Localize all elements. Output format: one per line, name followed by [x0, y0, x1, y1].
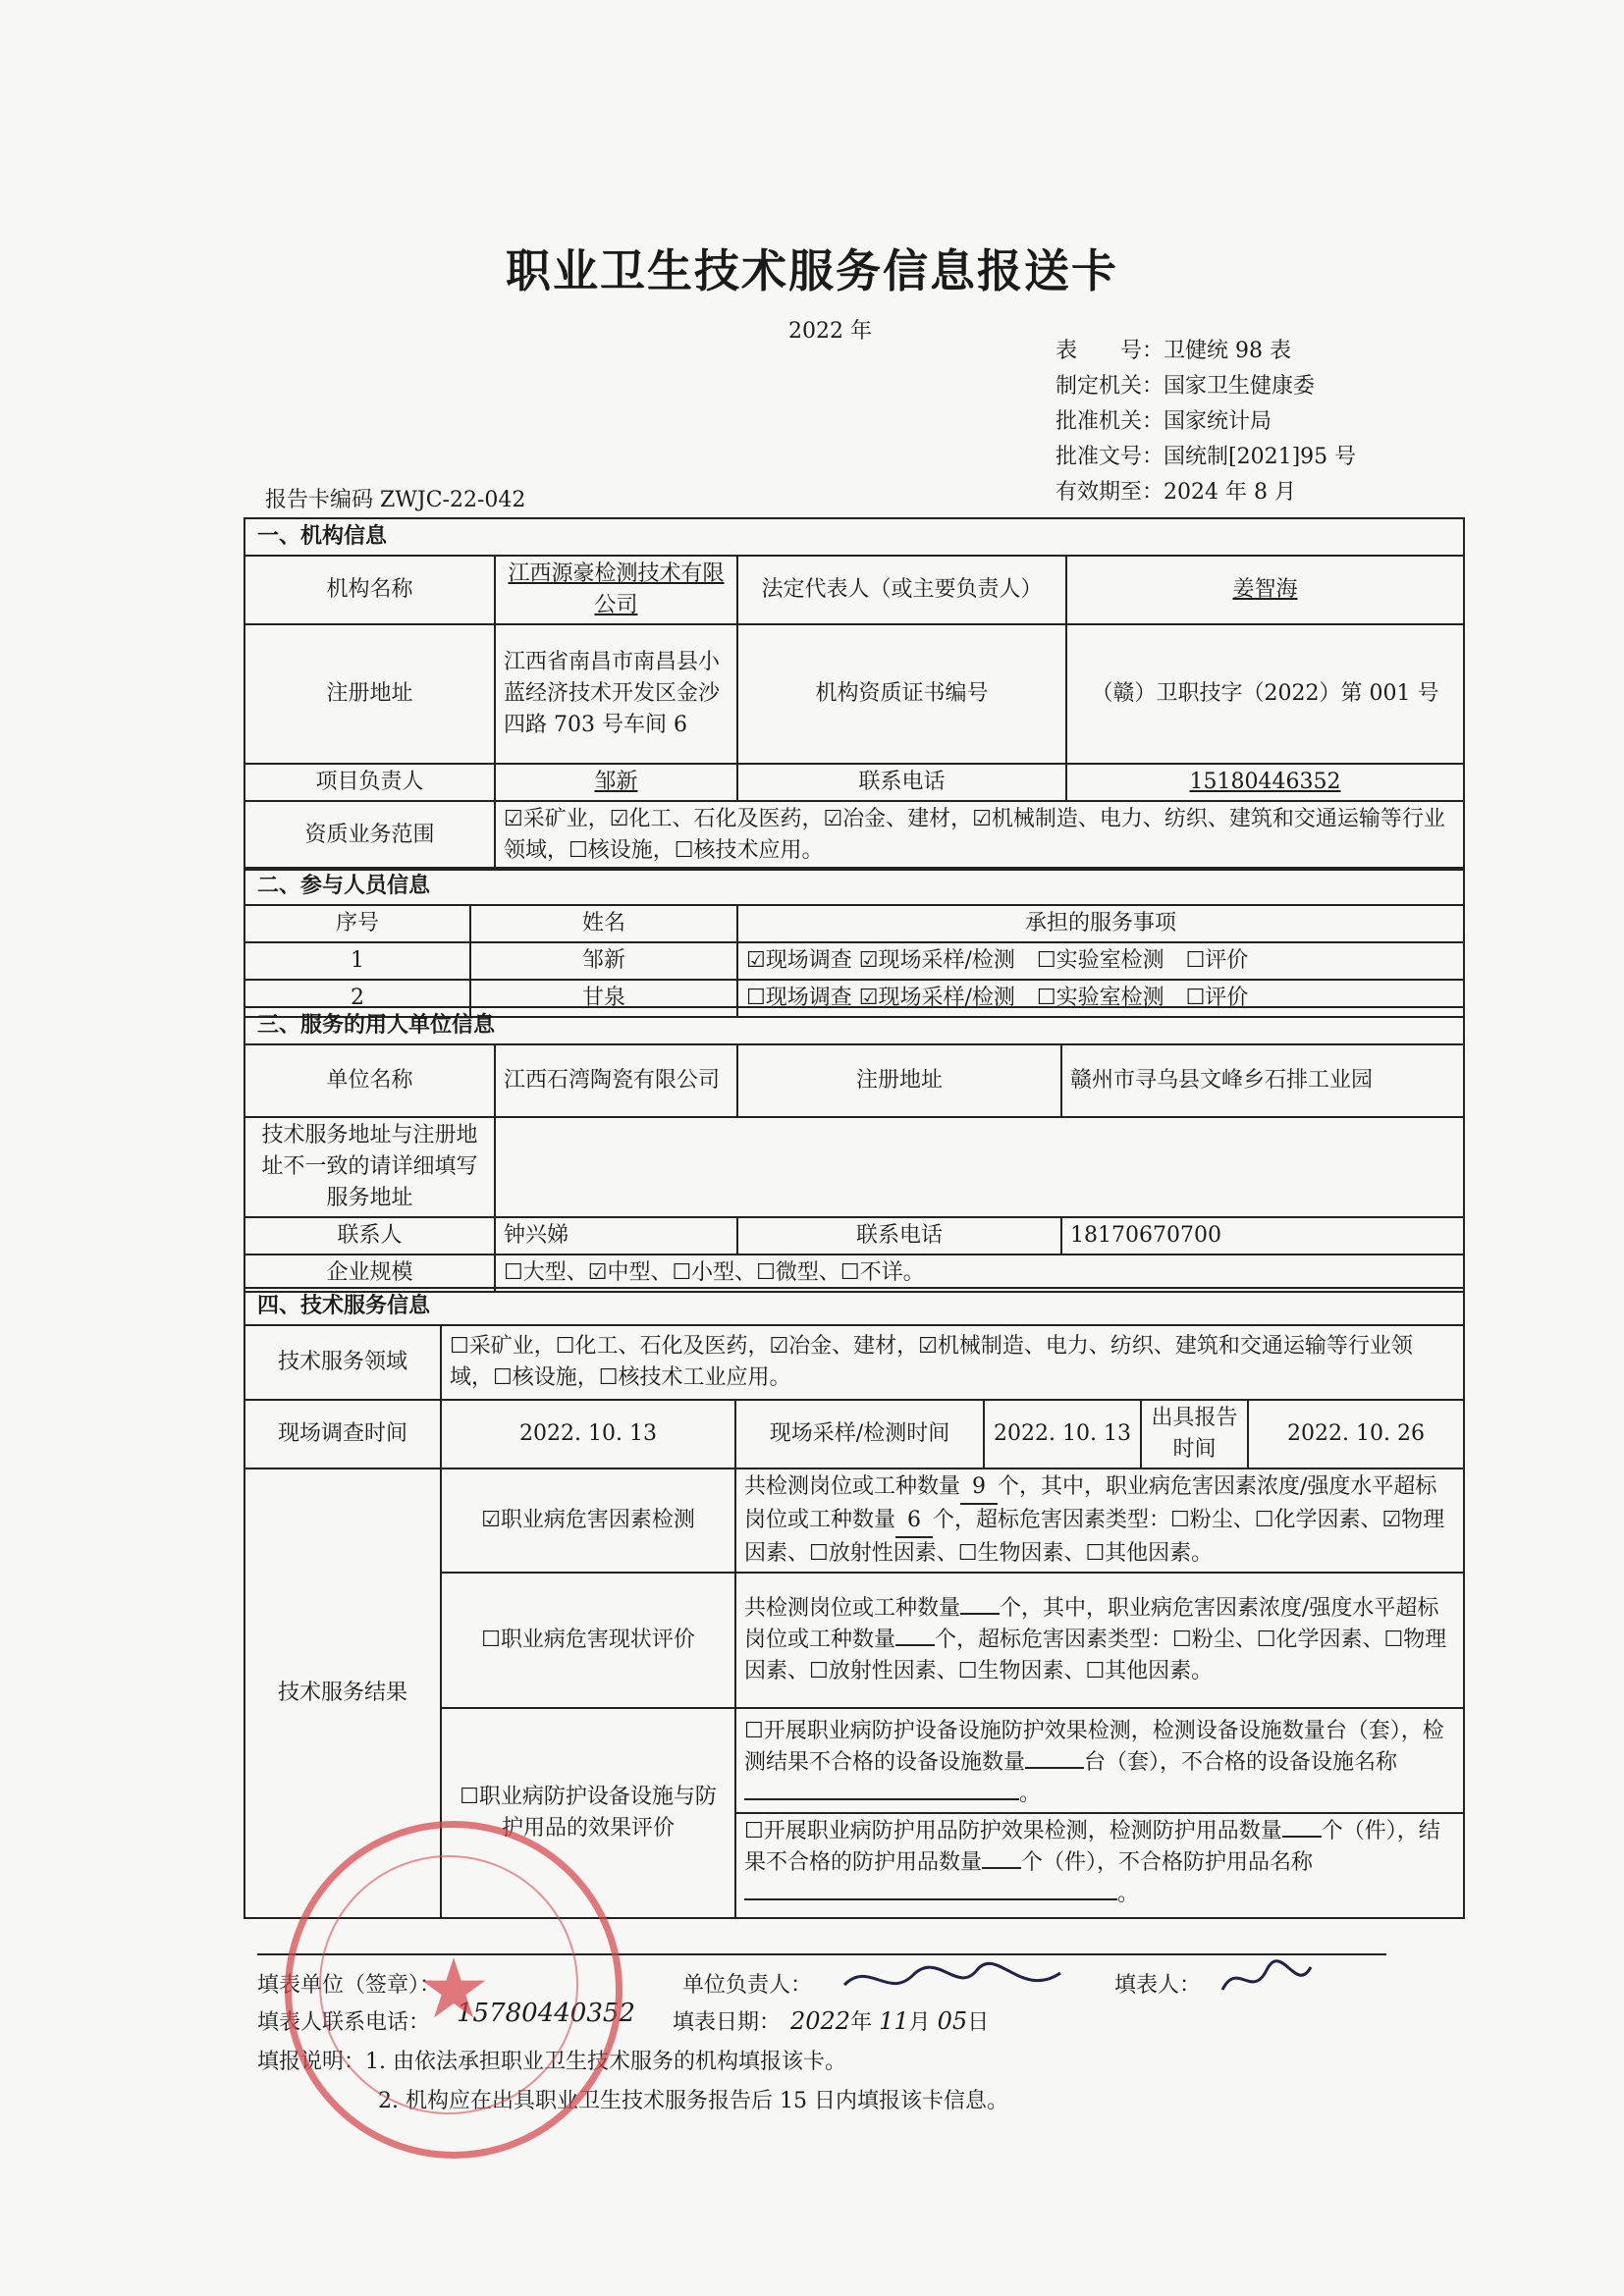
date-day: 05	[937, 2007, 968, 2035]
r3-blank-5	[744, 1898, 1117, 1900]
org-name-label: 机构名称	[244, 556, 495, 624]
footer-phone-hand: 15780440352	[457, 1999, 635, 2028]
service-field-label: 技术服务领域	[244, 1325, 441, 1400]
r1-text-a: 共检测岗位或工种数量	[744, 1474, 961, 1499]
scope-value: ☑采矿业，☑化工、石化及医药，☑冶金、建材，☑机械制造、电力、纺织、建筑和交通运输等行业领域，☐核设施，☐核技术应用。	[495, 801, 1464, 870]
r1-count-posts: 9	[960, 1471, 998, 1505]
r3-p2-text-c: 个（件），不合格防护用品名称	[1021, 1850, 1314, 1875]
scope-label: 资质业务范围	[244, 801, 495, 870]
legal-rep-label: 法定代表人（或主要负责人）	[737, 556, 1066, 624]
section-service: 四、技术服务信息	[244, 1288, 1464, 1325]
service-address-label: 技术服务地址与注册地址不一致的请详细填写服务地址	[244, 1117, 495, 1217]
handwritten-signature-icon	[839, 1955, 1065, 2004]
staff-table	[244, 867, 1465, 1018]
staff-header-no: 序号	[244, 905, 470, 942]
r3-blank-4	[982, 1867, 1021, 1869]
staff-header-duties: 承担的服务事项	[737, 905, 1464, 942]
project-manager: 邹新	[495, 764, 737, 801]
r2-text-a: 共检测岗位或工种数量	[744, 1596, 961, 1621]
report-date-label: 出具报告时间	[1141, 1400, 1248, 1468]
meta-approval-no: 批准文号：国统制[2021]95 号	[1056, 445, 1357, 469]
r2-blank-1	[960, 1613, 1000, 1615]
r2-text-c: 个，超标危害因素类型：☐粉尘、☐化学因素、☐物理因素、☐放射性因素、☐生物因素、☐其他因素。	[744, 1628, 1447, 1683]
result-protection-eval	[735, 1708, 1464, 1918]
legal-rep: 姜智海	[1066, 556, 1464, 624]
section-employer: 三、服务的用人单位信息	[244, 1007, 1464, 1044]
star-icon: ★	[416, 1941, 491, 2037]
result-protection-eval-label: ☐职业病防护设备设施与防护用品的效果评价	[441, 1708, 735, 1918]
date-month: 11	[879, 2007, 909, 2035]
r3-p1-text-a: ☐开展职业病防护设备设施防护效果检测，检测设备设施数量台（套），检测结果不合格的设备设施数量	[744, 1719, 1444, 1775]
cert-label: 机构资质证书编号	[737, 624, 1066, 764]
r2-blank-2	[895, 1644, 935, 1646]
org-name: 江西源豪检测技术有限公司	[495, 556, 737, 624]
staff-name: 邹新	[470, 942, 737, 980]
table-row	[244, 942, 1464, 980]
staff-name: 甘泉	[470, 980, 737, 1017]
project-manager-label: 项目负责人	[244, 764, 495, 801]
company-size-label: 企业规模	[244, 1255, 495, 1292]
footer-note-1: 填报说明：1. 由依法承担职业卫生技术服务的机构填报该卡。	[257, 2050, 846, 2074]
employer-address-label: 注册地址	[737, 1044, 1061, 1117]
sampling-date-label: 现场采样/检测时间	[735, 1400, 984, 1468]
date-year-unit: 年	[850, 2010, 873, 2035]
r1-count-exceed: 6	[895, 1505, 933, 1538]
r3-blank-3	[1282, 1836, 1322, 1838]
meta-authority: 制定机关：国家卫生健康委	[1056, 374, 1316, 399]
staff-no: 1	[244, 942, 470, 980]
employer-phone-label: 联系电话	[737, 1217, 1061, 1255]
r3-blank-1	[1025, 1767, 1084, 1769]
result-hazard-detection-label: ☑职业病危害因素检测	[441, 1468, 735, 1573]
cert-number: （赣）卫职技字（2022）第 001 号	[1066, 624, 1464, 764]
footer-filler-label: 填表人：	[1114, 1973, 1202, 1998]
footer-head-label: 单位负责人：	[682, 1973, 813, 1998]
date-year: 2022	[790, 2007, 851, 2035]
employer-name: 江西石湾陶瓷有限公司	[495, 1044, 737, 1117]
meta-table-no: 表 号：卫健统 98 表	[1056, 339, 1291, 363]
protection-equipment	[736, 1714, 1463, 1814]
survey-date: 2022. 10. 13	[441, 1400, 735, 1468]
meta-valid-until: 有效期至：2024 年 8 月	[1056, 480, 1296, 505]
date-day-unit: 日	[967, 2010, 990, 2035]
r3-p2-text-a: ☐开展职业病防护用品防护效果检测，检测防护用品数量	[744, 1819, 1282, 1843]
footer-phone-label: 填表人联系电话：	[257, 2010, 431, 2035]
result-status-eval	[735, 1573, 1464, 1708]
r1-text-b: 个，其中，职业病危害因素浓度/强度水平超标岗位或工种数量	[744, 1474, 1437, 1532]
footer-unit-label: 填表单位（签章）：	[257, 1973, 442, 1998]
report-code: 报告卡编码 ZWJC-22-042	[265, 488, 526, 512]
staff-no: 2	[244, 980, 470, 1017]
report-year: 2022 年	[788, 319, 872, 344]
page-title: 职业卫生技术服务信息报送卡	[506, 244, 1118, 297]
survey-date-label: 现场调查时间	[244, 1400, 441, 1468]
filler-signature	[1218, 1955, 1316, 2013]
staff-duties: ☑现场调查 ☑现场采样/检测 ☐实验室检测 ☐评价	[737, 942, 1464, 980]
sampling-date: 2022. 10. 13	[984, 1400, 1141, 1468]
org-address-label: 注册地址	[244, 624, 495, 764]
section-org-info: 一、机构信息	[244, 518, 1464, 556]
section-staff: 二、参与人员信息	[244, 868, 1464, 905]
footer-date-label: 填表日期：	[673, 2010, 782, 2035]
org-address: 江西省南昌市南昌县小蓝经济技术开发区金沙四路 703 号车间 6	[495, 624, 737, 764]
r3-p2-text-b: 个（件），结果不合格的防护用品数量	[744, 1819, 1440, 1875]
result-status-eval-label: ☐职业病危害现状评价	[441, 1573, 735, 1708]
r3-blank-2	[744, 1798, 1019, 1800]
employer-phone: 18170670700	[1061, 1217, 1464, 1255]
org-info-table	[244, 517, 1465, 871]
date-month-unit: 月	[908, 2010, 931, 2035]
protection-ppe	[736, 1814, 1463, 1912]
footer-note-2: 2. 机构应在出具职业卫生技术服务报告后 15 日内填报该卡信息。	[378, 2089, 1008, 2113]
staff-duties: ☐现场调查 ☑现场采样/检测 ☐实验室检测 ☐评价	[737, 980, 1464, 1017]
employer-table	[244, 1006, 1465, 1293]
org-phone: 15180446352	[1066, 764, 1464, 801]
employer-address: 赣州市寻乌县文峰乡石排工业园	[1061, 1044, 1464, 1117]
employer-name-label: 单位名称	[244, 1044, 495, 1117]
service-result-label: 技术服务结果	[244, 1468, 441, 1918]
official-stamp	[285, 1821, 623, 2159]
r3-p1-text-c: 。	[1019, 1782, 1042, 1806]
report-date: 2022. 10. 26	[1248, 1400, 1464, 1468]
staff-header-name: 姓名	[470, 905, 737, 942]
footer-date	[790, 2005, 989, 2036]
r2-text-b: 个，其中，职业病危害因素浓度/强度水平超标岗位或工种数量	[744, 1596, 1439, 1652]
service-address	[495, 1117, 1464, 1217]
form-meta	[1056, 334, 1356, 510]
org-phone-label: 联系电话	[737, 764, 1066, 801]
handwritten-signature-icon	[1218, 1955, 1316, 2004]
company-size: ☐大型、☑中型、☐小型、☐微型、☐不详。	[495, 1255, 1464, 1292]
r3-p2-text-d: 。	[1117, 1882, 1140, 1906]
r1-text-c: 个，超标危害因素类型：☐粉尘、☐化学因素、☑物理因素、☐放射性因素、☐生物因素、☐其他因素。	[744, 1508, 1445, 1566]
result-hazard-detection	[735, 1468, 1464, 1573]
r3-p1-text-b: 台（套），不合格的设备设施名称	[1084, 1750, 1398, 1775]
contact-label: 联系人	[244, 1217, 495, 1255]
service-field: ☐采矿业，☐化工、石化及医药，☑冶金、建材，☑机械制造、电力、纺织、建筑和交通运输等行业领域，☐核设施，☐核技术工业应用。	[441, 1325, 1464, 1400]
contact-name: 钟兴娣	[495, 1217, 737, 1255]
meta-approver: 批准机关：国家统计局	[1056, 409, 1272, 434]
